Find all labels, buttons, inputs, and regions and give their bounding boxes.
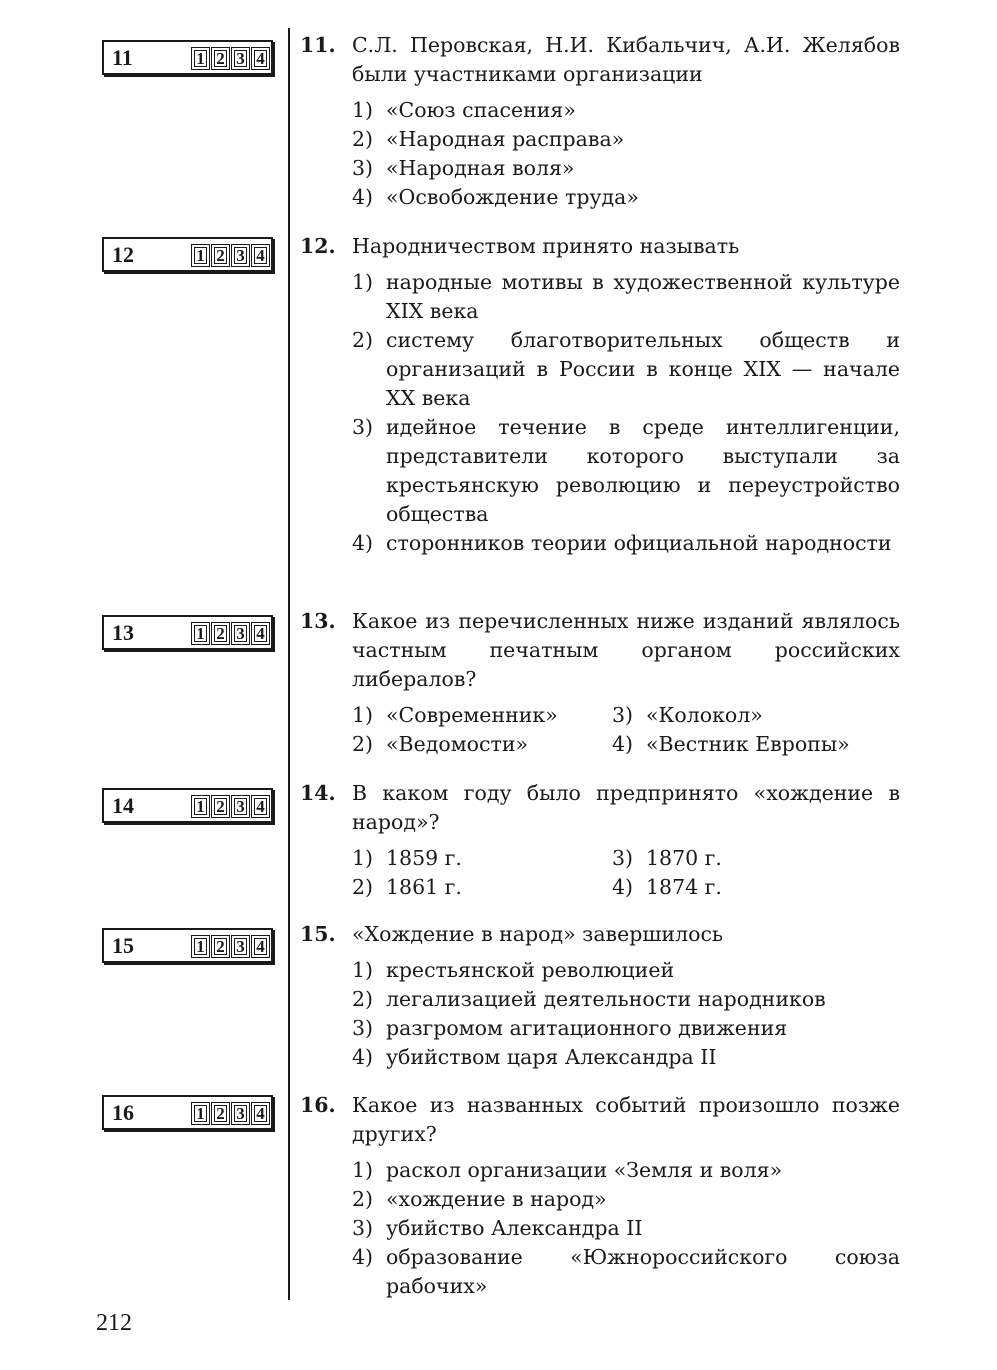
option [352, 956, 900, 985]
option-text: 1861 г. [386, 875, 462, 899]
option-text: 1859 г. [386, 846, 462, 870]
option-number: 1) [352, 270, 374, 294]
option-number: 1) [352, 703, 374, 727]
answer-box-16[interactable] [102, 1095, 273, 1130]
option [352, 844, 612, 873]
option-text: разгромом агитационного движения [386, 1016, 788, 1040]
question-number: 12. [300, 234, 336, 258]
answer-cell-4[interactable]: 4 [251, 622, 270, 645]
option [352, 268, 900, 326]
answer-cell-1[interactable]: 1 [191, 1102, 210, 1125]
option-text: легализацией деятельности народников [386, 987, 826, 1011]
option-text: убийство Александра II [386, 1216, 643, 1240]
option [612, 730, 872, 759]
option-number: 1) [352, 958, 374, 982]
question-text: «Хождение в народ» завершилось [352, 922, 724, 946]
option [612, 844, 872, 873]
answer-cell-4[interactable]: 4 [251, 244, 270, 267]
option [352, 730, 612, 759]
question-number: 11. [300, 33, 336, 57]
option [352, 985, 900, 1014]
answer-cell-1[interactable]: 1 [191, 244, 210, 267]
answer-cell-4[interactable]: 4 [251, 47, 270, 70]
option-text: «Союз спасения» [386, 98, 576, 122]
option [352, 529, 900, 558]
answer-cell-2[interactable]: 2 [211, 244, 230, 267]
question-15 [300, 920, 900, 1072]
answer-box-14[interactable] [102, 788, 273, 823]
option-number: 3) [352, 415, 374, 439]
option [352, 1243, 900, 1301]
answer-cell-3[interactable]: 3 [231, 1102, 250, 1125]
answer-box-13[interactable] [102, 615, 273, 650]
option-text: народные мотивы в художественной культуре XIX века [386, 270, 900, 323]
answer-cell-3[interactable]: 3 [231, 795, 250, 818]
option [352, 1156, 900, 1185]
question-text: Какое из названных событий произошло позже других? [352, 1093, 900, 1146]
option [352, 125, 900, 154]
option-text: «Освобождение труда» [386, 185, 639, 209]
options-list [352, 956, 900, 1072]
option-text: «Народная воля» [386, 156, 575, 180]
answer-box-number: 11 [112, 45, 133, 70]
answer-cell-2[interactable]: 2 [211, 795, 230, 818]
answer-cell-3[interactable]: 3 [231, 622, 250, 645]
answer-cell-3[interactable]: 3 [231, 244, 250, 267]
option-text: 1874 г. [646, 875, 722, 899]
option [352, 873, 612, 902]
question-number: 14. [300, 781, 336, 805]
question-number: 13. [300, 609, 336, 633]
option [352, 183, 900, 212]
option-number: 3) [352, 1216, 374, 1240]
answer-box-15[interactable] [102, 928, 273, 963]
option-text: «Колокол» [646, 703, 763, 727]
option-number: 2) [352, 875, 374, 899]
answer-cell-1[interactable]: 1 [191, 795, 210, 818]
answer-cell-1[interactable]: 1 [191, 935, 210, 958]
option-text: 1870 г. [646, 846, 722, 870]
option-text: убийством царя Александра II [386, 1045, 717, 1069]
question-number: 15. [300, 922, 336, 946]
option [352, 701, 612, 730]
option-number: 1) [352, 1158, 374, 1182]
option-text: крестьянской революцией [386, 958, 675, 982]
option-number: 4) [612, 732, 634, 756]
option-number: 3) [352, 1016, 374, 1040]
option [352, 1043, 900, 1072]
question-text: С.Л. Перовская, Н.И. Кибальчич, А.И. Желябов были участниками организации [352, 33, 900, 86]
answer-box-number: 15 [112, 933, 134, 958]
question-text: Какое из перечисленных ниже изданий являлось частным печатным органом российских либералов? [352, 609, 900, 691]
option [352, 1185, 900, 1214]
option [352, 1214, 900, 1243]
option [612, 701, 872, 730]
page-number: 212 [96, 1310, 132, 1336]
answer-cell-4[interactable]: 4 [251, 935, 270, 958]
option [352, 154, 900, 183]
option-number: 1) [352, 98, 374, 122]
option-text: образование «Южнороссийского союза рабочих» [386, 1245, 900, 1298]
answer-box-number: 12 [112, 242, 134, 267]
option [352, 96, 900, 125]
option-number: 3) [612, 846, 634, 870]
answer-cell-2[interactable]: 2 [211, 47, 230, 70]
answer-cell-3[interactable]: 3 [231, 47, 250, 70]
option-number: 4) [352, 531, 374, 555]
option-text: «Вестник Европы» [646, 732, 850, 756]
option-text: «Народная расправа» [386, 127, 625, 151]
answer-cell-4[interactable]: 4 [251, 795, 270, 818]
question-text: В каком году было предпринято «хождение в народ»? [352, 781, 900, 834]
option-text: сторонников теории официальной народности [386, 531, 892, 555]
answer-cell-4[interactable]: 4 [251, 1102, 270, 1125]
question-12 [300, 232, 900, 558]
question-text: Народничеством принято называть [352, 234, 740, 258]
options-list [352, 96, 900, 212]
option [612, 873, 872, 902]
column-divider [288, 28, 290, 1300]
answer-box-number: 16 [112, 1100, 134, 1125]
question-13 [300, 607, 900, 759]
answer-cell-2[interactable]: 2 [211, 1102, 230, 1125]
option-text: систему благотворительных обществ и организаций в России в конце XIX — начале XX века [386, 328, 900, 410]
option-number: 4) [612, 875, 634, 899]
option-number: 1) [352, 846, 374, 870]
option [352, 413, 900, 529]
options-list [352, 268, 900, 558]
option-text: «Ведомости» [386, 732, 529, 756]
option-number: 2) [352, 732, 374, 756]
option-number: 2) [352, 127, 374, 151]
option-text: идейное течение в среде интеллигенции, представители которого выступали за крестьянскую революцию и переустройство общества [386, 415, 900, 526]
option-number: 2) [352, 328, 374, 352]
answer-cell-1[interactable]: 1 [191, 622, 210, 645]
question-14 [300, 779, 900, 902]
options-list [352, 701, 900, 759]
option-text: раскол организации «Земля и воля» [386, 1158, 783, 1182]
option-number: 4) [352, 1045, 374, 1069]
option-number: 4) [352, 185, 374, 209]
answer-cell-2[interactable]: 2 [211, 622, 230, 645]
option [352, 1014, 900, 1043]
option [352, 326, 900, 413]
options-list [352, 1156, 900, 1301]
answer-box-number: 13 [112, 620, 134, 645]
question-number: 16. [300, 1093, 336, 1117]
answer-box-11[interactable] [102, 40, 273, 75]
answer-box-number: 14 [112, 793, 134, 818]
option-text: «хождение в народ» [386, 1187, 607, 1211]
question-11 [300, 31, 900, 212]
option-number: 3) [612, 703, 634, 727]
answer-cell-1[interactable]: 1 [191, 47, 210, 70]
answer-cell-2[interactable]: 2 [211, 935, 230, 958]
option-number: 4) [352, 1245, 374, 1269]
option-number: 2) [352, 987, 374, 1011]
option-number: 2) [352, 1187, 374, 1211]
option-text: «Современник» [386, 703, 558, 727]
options-list [352, 844, 900, 902]
option-number: 3) [352, 156, 374, 180]
answer-box-12[interactable] [102, 237, 273, 272]
answer-cell-3[interactable]: 3 [231, 935, 250, 958]
question-16 [300, 1091, 900, 1301]
